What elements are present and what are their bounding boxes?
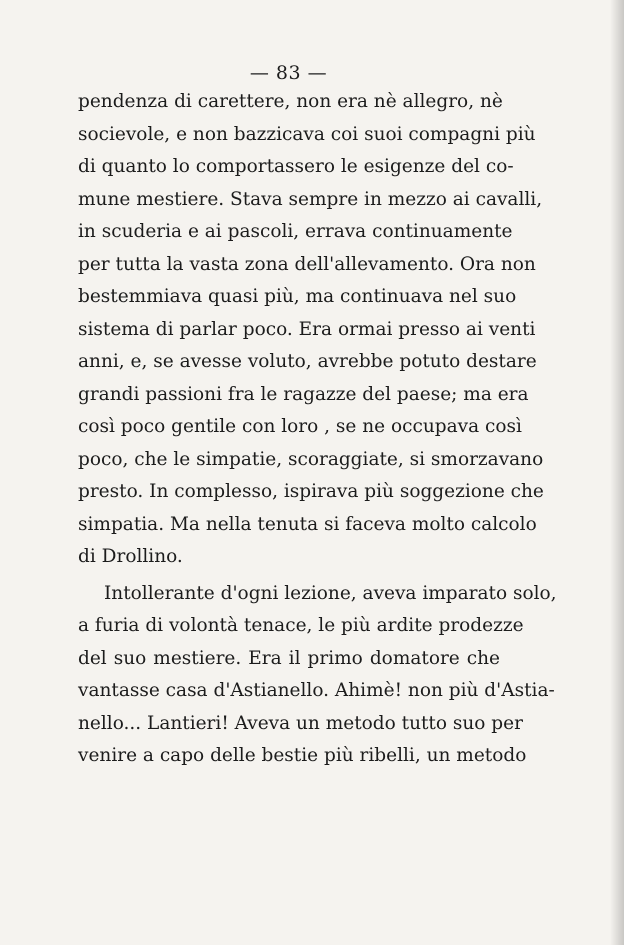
- text-line: socievole, e non bazzicava coi suoi compagni più: [78, 123, 536, 145]
- text-line: così poco gentile con loro , se ne occupava così: [78, 416, 522, 437]
- paragraph: [78, 578, 557, 773]
- text-line: anni, e, se avesse voluto, avrebbe potuto destare: [78, 351, 537, 372]
- page-edge-shadow: [610, 0, 624, 945]
- text-line: a furia di volontà tenace, le più ardite prodezze: [78, 615, 524, 636]
- page-number: — 83 —: [249, 62, 328, 84]
- text-line: Intollerante d'ogni lezione, aveva imparato solo,: [104, 582, 557, 604]
- text-line: bestemmiava quasi più, ma continuava nel suo: [78, 286, 517, 307]
- text-line: in scuderia e ai pascoli, errava continuamente: [78, 221, 513, 242]
- body-text: [78, 86, 557, 773]
- text-line: di Drollino.: [78, 546, 183, 567]
- text-line: nello... Lantieri! Aveva un metodo tutto suo per: [78, 712, 523, 734]
- text-line: pendenza di carettere, non era nè allegro, nè: [78, 91, 503, 112]
- text-line: simpatia. Ma nella tenuta si faceva molto calcolo: [78, 513, 537, 535]
- text-line: di quanto lo comportassero le esigenze del co-: [78, 156, 514, 177]
- text-line: poco, che le simpatie, scoraggiate, si smorzavano: [78, 448, 544, 470]
- text-line: per tutta la vasta zona dell'allevamento. Ora non: [78, 253, 536, 275]
- text-line: presto. In complesso, ispirava più soggezione che: [78, 481, 544, 502]
- paragraph: [78, 86, 544, 574]
- text-line: del suo mestiere. Era il primo domatore che: [78, 647, 500, 669]
- text-line: grandi passioni fra le ragazze del paese; ma era: [78, 383, 529, 405]
- text-line: vantasse casa d'Astianello. Ahimè! non più d'Astia-: [78, 680, 555, 701]
- text-line: venire a capo delle bestie più ribelli, un metodo: [78, 745, 527, 766]
- text-line: mune mestiere. Stava sempre in mezzo ai cavalli,: [78, 188, 543, 210]
- text-line: sistema di parlar poco. Era ormai presso ai venti: [78, 318, 536, 340]
